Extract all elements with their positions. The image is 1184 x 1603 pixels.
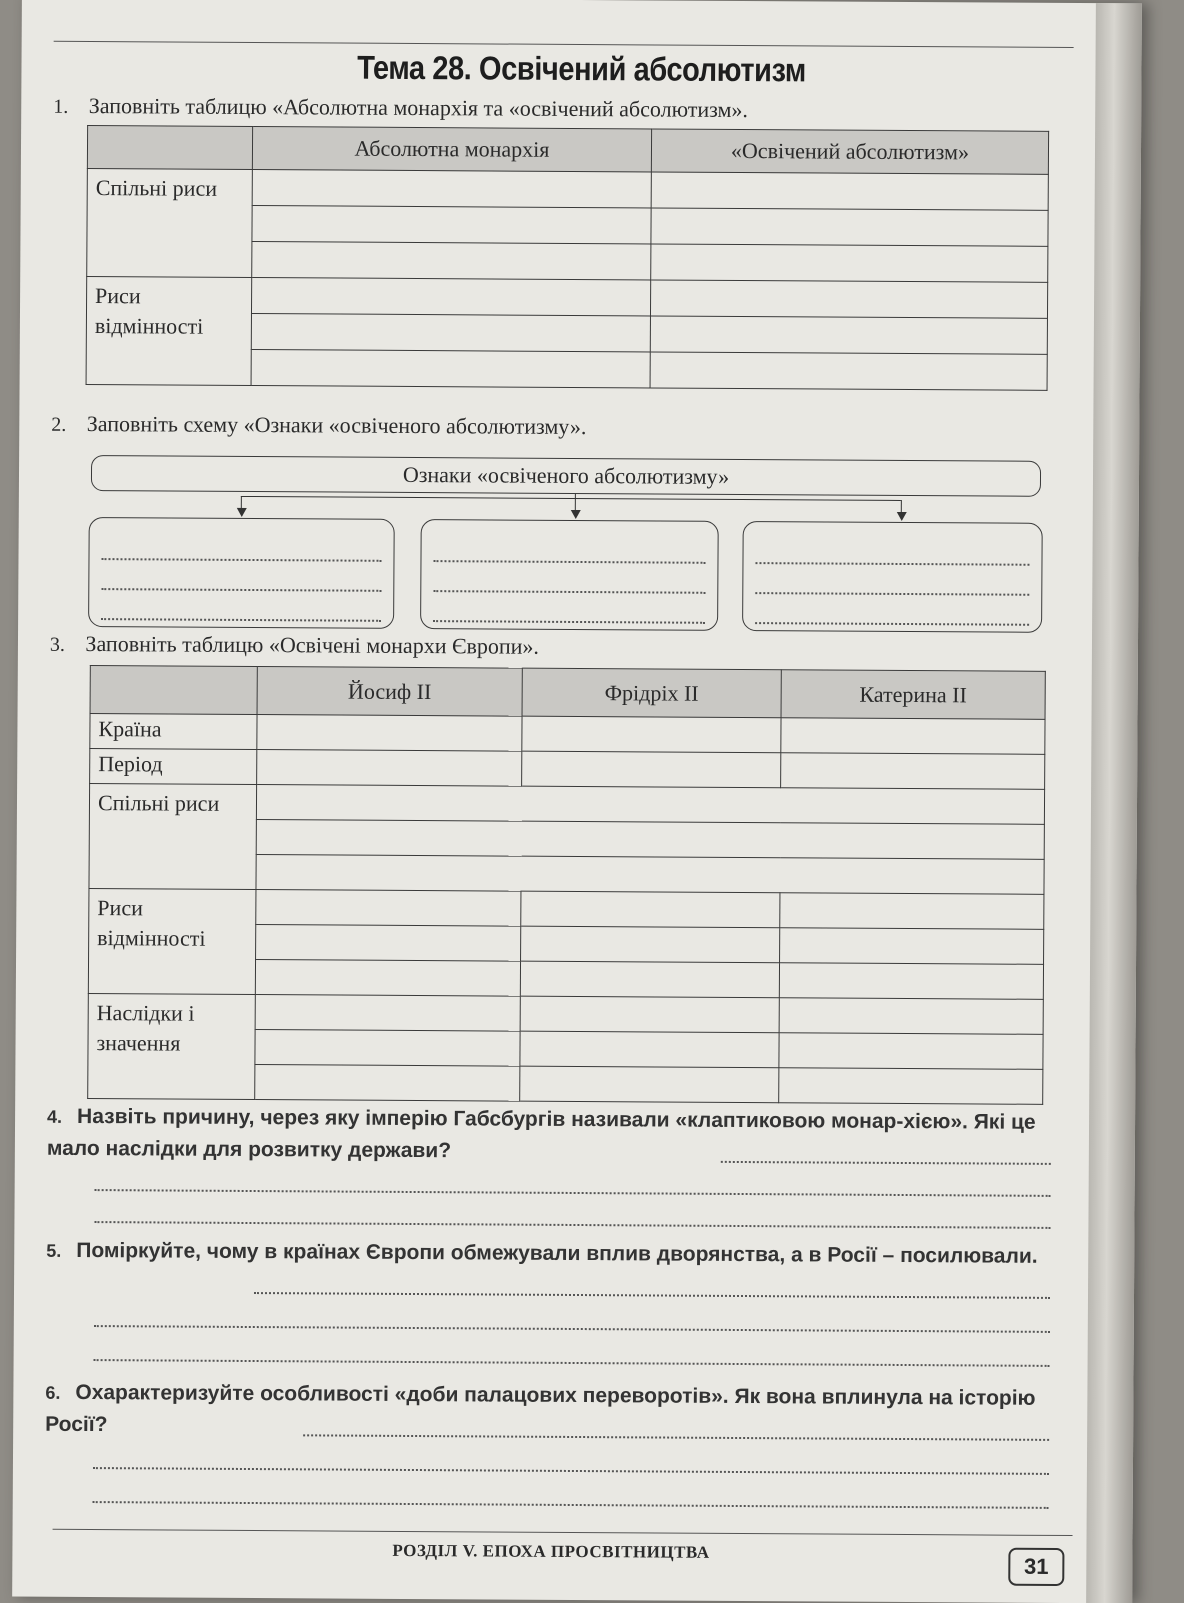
row-header: Риси відмінності	[86, 276, 252, 385]
task-number: 2.	[51, 413, 67, 436]
dotted-answer-line[interactable]	[93, 1467, 1049, 1475]
task-number: 4.	[47, 1106, 63, 1127]
answer-cell[interactable]	[256, 925, 521, 962]
answer-cell[interactable]	[252, 206, 651, 244]
task-number: 3.	[49, 633, 66, 656]
dotted-answer-line[interactable]	[254, 1292, 1050, 1299]
row-header: Спільні риси	[89, 784, 257, 890]
task-text: Поміркуйте, чому в країнах Європи обмежували вплив дворянства, а в Росії – посилювали.	[76, 1238, 1038, 1268]
task-number: 1.	[53, 95, 69, 118]
answer-cell[interactable]	[256, 785, 1044, 825]
answer-cell[interactable]	[781, 753, 1045, 790]
arrow-down-icon	[237, 508, 247, 517]
task-text: Заповніть таблицю «Абсолютна монархія та «освічений абсолютизм».	[88, 93, 749, 123]
scheme-answer-box[interactable]	[420, 519, 719, 631]
answer-cell[interactable]	[252, 170, 651, 208]
answer-cell[interactable]	[779, 1068, 1043, 1105]
answer-cell[interactable]	[256, 820, 1044, 860]
section-footer: РОЗДІЛ V. ЕПОХА ПРОСВІТНИЦТВА	[392, 1540, 710, 1562]
page-edge	[1086, 3, 1142, 1603]
answer-cell[interactable]	[251, 349, 650, 387]
task-2	[51, 411, 586, 440]
answer-cell[interactable]	[255, 1065, 520, 1102]
answer-cell[interactable]	[520, 1066, 779, 1103]
task-3	[50, 631, 539, 660]
answer-cell[interactable]	[780, 928, 1044, 965]
answer-cell[interactable]	[257, 715, 522, 752]
task-text: Назвіть причину, через яку імперію Габсбургів називали «клаптиковою монар-хією». Які це мало наслідки для розвитку держави?	[46, 1104, 1036, 1163]
dotted-answer-line[interactable]	[433, 562, 705, 594]
task-text: Заповніть таблицю «Освічені монархи Європи».	[85, 630, 540, 659]
answer-cell[interactable]	[520, 996, 779, 1033]
answer-cell[interactable]	[650, 316, 1047, 354]
row-header: Країна	[90, 714, 257, 750]
answer-cell[interactable]	[521, 891, 780, 928]
answer-cell[interactable]	[251, 278, 650, 316]
workbook-page	[12, 0, 1142, 1603]
scheme-answer-box[interactable]	[88, 517, 395, 629]
dotted-answer-line[interactable]	[94, 1221, 1050, 1229]
dotted-answer-line[interactable]	[94, 1325, 1050, 1333]
arrow-down-icon	[897, 512, 907, 521]
footer-rule	[53, 1529, 1073, 1536]
row-header: Період	[90, 749, 257, 785]
answer-cell[interactable]	[780, 893, 1044, 930]
dotted-answer-line[interactable]	[755, 534, 1029, 566]
answer-cell[interactable]	[651, 172, 1048, 210]
answer-cell[interactable]	[651, 208, 1048, 246]
answer-cell[interactable]	[651, 244, 1048, 282]
scheme-answer-box[interactable]	[742, 521, 1043, 633]
answer-cell[interactable]	[522, 716, 781, 753]
task-text: Заповніть схему «Ознаки «освіченого абсолютизму».	[86, 410, 587, 440]
task-number: 6.	[45, 1382, 61, 1403]
column-header: Катерина ІІ	[781, 670, 1045, 720]
table-corner	[87, 125, 252, 169]
answer-cell[interactable]	[520, 1031, 779, 1068]
answer-cell[interactable]	[255, 1030, 520, 1067]
answer-cell[interactable]	[779, 998, 1043, 1035]
dotted-answer-line[interactable]	[433, 532, 705, 564]
answer-cell[interactable]	[520, 961, 779, 998]
row-header: Наслідки і значення	[88, 994, 256, 1100]
dotted-answer-line[interactable]	[101, 560, 381, 592]
answer-cell[interactable]	[255, 960, 520, 997]
row-header: Спільні риси	[87, 168, 253, 277]
answer-cell[interactable]	[256, 855, 1044, 895]
answer-cell[interactable]	[252, 242, 651, 280]
dotted-answer-line[interactable]	[95, 1189, 1051, 1197]
scheme-title: Ознаки «освіченого абсолютизму»	[91, 455, 1041, 497]
dotted-answer-line[interactable]	[755, 564, 1029, 596]
page-number: 31	[1008, 1548, 1064, 1586]
column-header: Йосиф ІІ	[257, 667, 522, 717]
dotted-answer-line[interactable]	[101, 590, 381, 622]
table-monarchs	[87, 665, 1046, 1105]
dotted-answer-line[interactable]	[101, 530, 381, 562]
scheme-connector	[241, 496, 901, 501]
task-5	[46, 1235, 1046, 1273]
answer-cell[interactable]	[779, 963, 1043, 1000]
answer-cell[interactable]	[256, 890, 521, 927]
arrow-down-icon	[571, 510, 581, 519]
column-header: «Освічений абсолютизм»	[651, 129, 1048, 174]
table-absolutism	[86, 125, 1050, 391]
task-4	[47, 1101, 1047, 1171]
answer-cell[interactable]	[779, 1033, 1043, 1070]
dotted-answer-line[interactable]	[433, 592, 705, 624]
column-header: Фрідріх ІІ	[522, 668, 781, 718]
task-number: 5.	[46, 1240, 62, 1261]
task-1	[53, 93, 748, 123]
answer-cell[interactable]	[522, 751, 781, 788]
answer-cell[interactable]	[521, 926, 780, 963]
task-text: Охарактеризуйте особливості «доби палацових переворотів». Як вона вплинула на історію Росії?	[45, 1380, 1036, 1437]
dotted-answer-line[interactable]	[93, 1501, 1049, 1509]
answer-cell[interactable]	[650, 352, 1047, 390]
dotted-answer-line[interactable]	[94, 1359, 1050, 1367]
row-header: Риси відмінності	[88, 889, 256, 995]
column-header: Абсолютна монархія	[252, 127, 651, 172]
answer-cell[interactable]	[255, 995, 520, 1032]
page-title: Тема 28. Освічений абсолютизм	[357, 48, 806, 89]
answer-cell[interactable]	[251, 313, 650, 351]
table-corner	[90, 666, 257, 715]
dotted-answer-line[interactable]	[755, 594, 1029, 626]
answer-cell[interactable]	[257, 750, 522, 787]
answer-cell[interactable]	[650, 280, 1047, 318]
answer-cell[interactable]	[781, 718, 1045, 755]
